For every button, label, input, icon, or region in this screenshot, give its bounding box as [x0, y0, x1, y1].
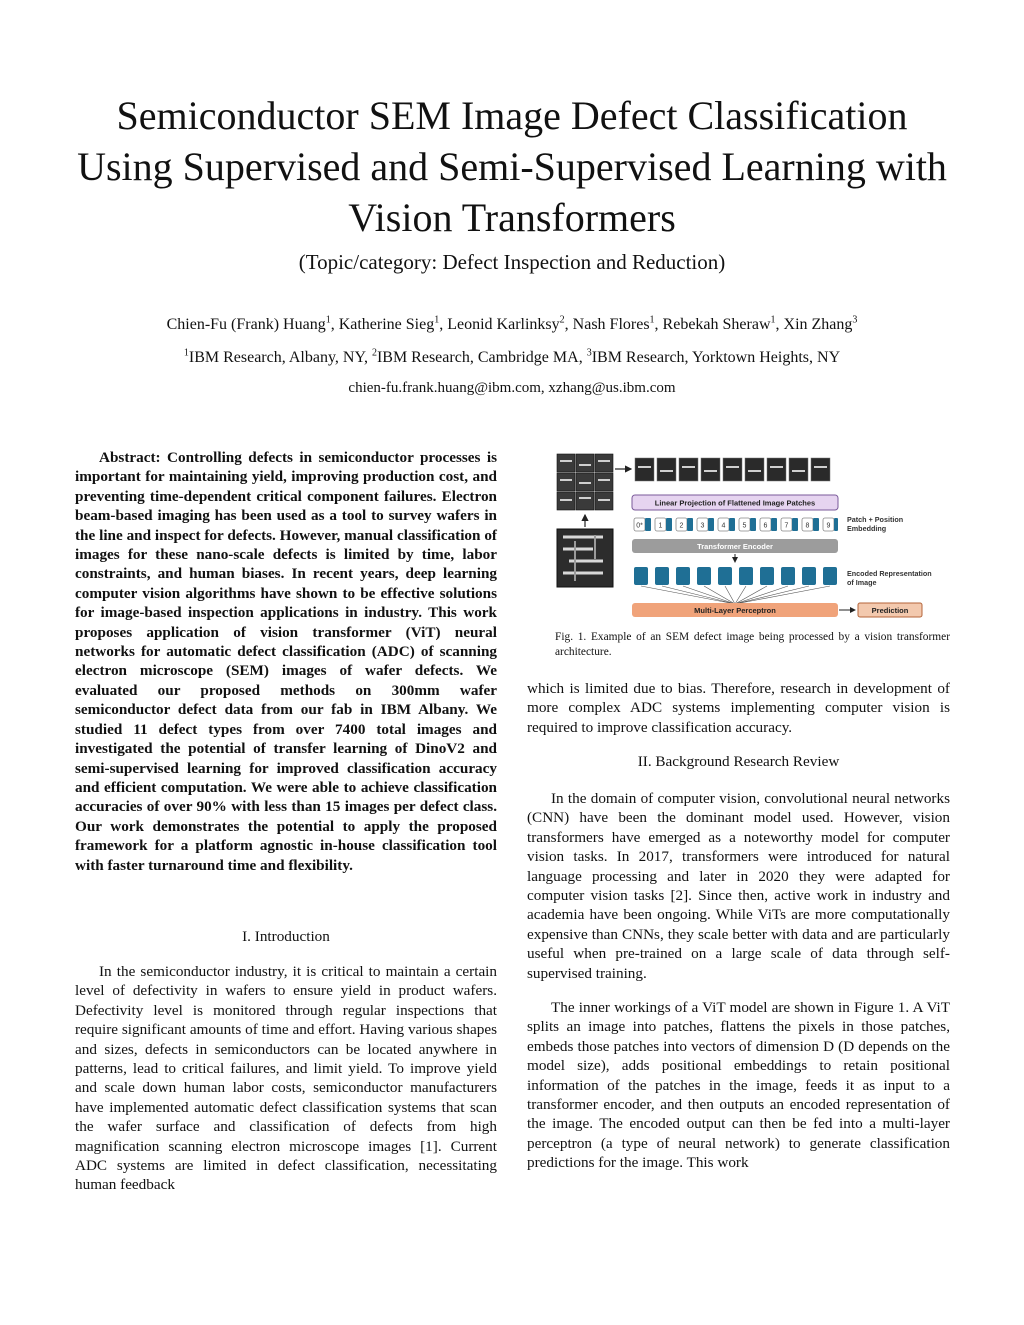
position-label: 5: [742, 522, 747, 530]
prediction-label: Prediction: [871, 606, 909, 615]
affiliation-number: 1: [183, 347, 189, 359]
affiliation-text: IBM Research, Yorktown Heights, NY: [591, 349, 841, 366]
affiliation-text: IBM Research, Cambridge MA,: [376, 349, 587, 366]
introduction-body: [75, 962, 497, 1195]
position-label: 9: [826, 522, 831, 530]
author-list: Chien-Fu (Frank) Huang$^1$, Katherine Sieg$^1$, Leonid Karlinksy$^2$, Nash Flores$^1$, Rebekah Sheraw$^1$, Xin Zhang$^3$: [166, 314, 858, 333]
section-heading-background: II. Background Research Review: [637, 753, 840, 770]
author-name: Xin Zhang: [783, 316, 853, 333]
title-line-1: Semiconductor SEM Image Defect Classification: [116, 93, 908, 138]
paragraph: which is limited due to bias. Therefore, research in development of more complex ADC systems implementing computer vision is required to improve classification accuracy.: [527, 680, 950, 736]
paragraph: The inner workings of a ViT model are shown in Figure 1. A ViT splits an image into patches, flattens the pixels in those patches, embeds those patches into vectors of dimension D (D depends on the model size), adds positional embeddings to retain positional information of the patches in the image, feeds it as input to a transformer encoder, and then outputs an encoded representation of the image. The encoded output can then be fed into a multi-layer perceptron (a type of neural network) to generate classification predictions for the image. This work: [527, 999, 950, 1172]
sem-defect-image: [557, 529, 613, 587]
sem-patch-grid: [557, 454, 613, 510]
mlp-label: Multi-Layer Perceptron: [694, 606, 776, 615]
right-column-continuation: [527, 679, 950, 737]
contact-email: chien-fu.frank.huang@ibm.com, xzhang@us.ibm.com: [348, 380, 676, 396]
author-name: Rebekah Sheraw: [662, 316, 771, 333]
author-affiliation-mark: 1: [770, 314, 776, 326]
vit-diagram: [555, 453, 950, 621]
author-name: Chien-Fu (Frank) Huang: [166, 316, 326, 333]
paragraph: In the semiconductor industry, it is critical to maintain a certain level of defectivity in wafers to ensure yield in product wafers. Defectivity level is monitored through regular inspections that require significant amounts of time and effort. Having various shapes and sizes, defects in semiconductors can be located anywhere in patterns, lead to critical failures, and limit yield. To improve yield and scale down human labor costs, semiconductor manufacturers have implemented automatic defect classification systems that scan the wafer surface and classification of defects from high magnification scanning electron microscope images [1]. Current ADC systems are limited in defect classification, necessitating human feedback: [75, 963, 497, 1194]
affiliation-list: [40, 349, 984, 367]
paragraph: In the domain of computer vision, convolutional neural networks (CNN) have been the dominant model used. However, vision transformers have emerged as a noteworthy model for computer vision tasks. In 2017, transformers were introduced for natural language processing and later in 2020 they were adapted for computer vision tasks [2]. Since then, active work in industry and academia have been ongoing. While ViTs are more computationally expensive than CNNs, they scale better with data and are particularly useful when pre-trained on a large scale of data through self-supervised training.: [527, 790, 950, 982]
abstract-text: Abstract: Controlling defects in semiconductor processes is important for maintaining yield, improving production cost, and preventing time-dependent critical component failures. Electron beam-based imaging has been used as a tool to survey wafers in the line and inspect for defects. However, manual classification of images for these nano-scale defects is limited by time, labor constraints, and human biases. In recent years, deep learning computer vision algorithms have shown to be effective solutions for image-based inspection applications in industry. This work proposes application of vision transformer (ViT) neural networks for automatic defect classification (ADC) of scanning electron microscope (SEM) images of wafer defects. We evaluated our proposed methods on 300mm wafer semiconductor defect data from our fab in IBM Albany. We studied 11 defect types from over 7400 total images and investigated the potential of transfer learning of DinoV2 and semi-supervised learning for improved classification accuracy and efficient computation. We were able to achieve classification accuracies of over 90% with less than 15 images per defect class. Our work demonstrates the potential to apply the proposed framework for a platform agnostic in-house classification tool with faster turnaround time and flexibility.: [75, 449, 497, 874]
affiliation-number: 3: [586, 347, 592, 359]
title-line-3: Vision Transformers: [348, 195, 676, 240]
position-label: 8: [805, 522, 810, 530]
embedding-label: Embedding: [847, 524, 887, 533]
background-body: [527, 789, 950, 983]
author-name: Leonid Karlinksy: [447, 316, 560, 333]
position-label: 4: [721, 522, 726, 530]
title-line-2: Using Supervised and Semi-Supervised Learning with: [77, 144, 947, 189]
author-name: Katherine Sieg: [338, 316, 435, 333]
background-body-2: [527, 998, 950, 1173]
position-embedding-row: [634, 518, 838, 531]
transformer-encoder-label: Transformer Encoder: [697, 542, 773, 551]
patch-position-label: Patch + Position: [847, 515, 904, 524]
of-image-label: of Image: [847, 578, 877, 587]
position-label: 1: [658, 522, 663, 530]
position-label: 3: [700, 522, 705, 530]
encoded-representation-row: [634, 567, 837, 585]
position-label: 2: [679, 522, 684, 530]
flattened-patch-row: [635, 458, 830, 481]
position-label: 6: [763, 522, 768, 530]
affiliation-number: 2: [371, 347, 377, 359]
author-affiliation-mark: 2: [559, 314, 565, 326]
author-name: Nash Flores: [572, 316, 650, 333]
affiliation-text: IBM Research, Albany, NY,: [188, 349, 372, 366]
encoded-representation-label: Encoded Representation: [847, 569, 932, 578]
figure-vit-architecture: [555, 453, 950, 621]
topic-category: (Topic/category: Defect Inspection and Reduction): [298, 250, 726, 274]
abstract: [75, 448, 497, 875]
author-affiliation-mark: 1: [434, 314, 440, 326]
author-affiliation-mark: 1: [649, 314, 655, 326]
author-affiliation-mark: 1: [325, 314, 331, 326]
section-heading-introduction: I. Introduction: [242, 928, 330, 945]
paper-title: [60, 90, 964, 243]
author-affiliation-mark: 3: [852, 314, 858, 326]
position-label: 0*: [636, 522, 643, 530]
figure-caption: Fig. 1. Example of an SEM defect image being processed by a vision transformer architecture.: [555, 631, 950, 658]
position-label: 7: [784, 522, 789, 530]
linear-projection-label: Linear Projection of Flattened Image Patches: [654, 498, 816, 508]
